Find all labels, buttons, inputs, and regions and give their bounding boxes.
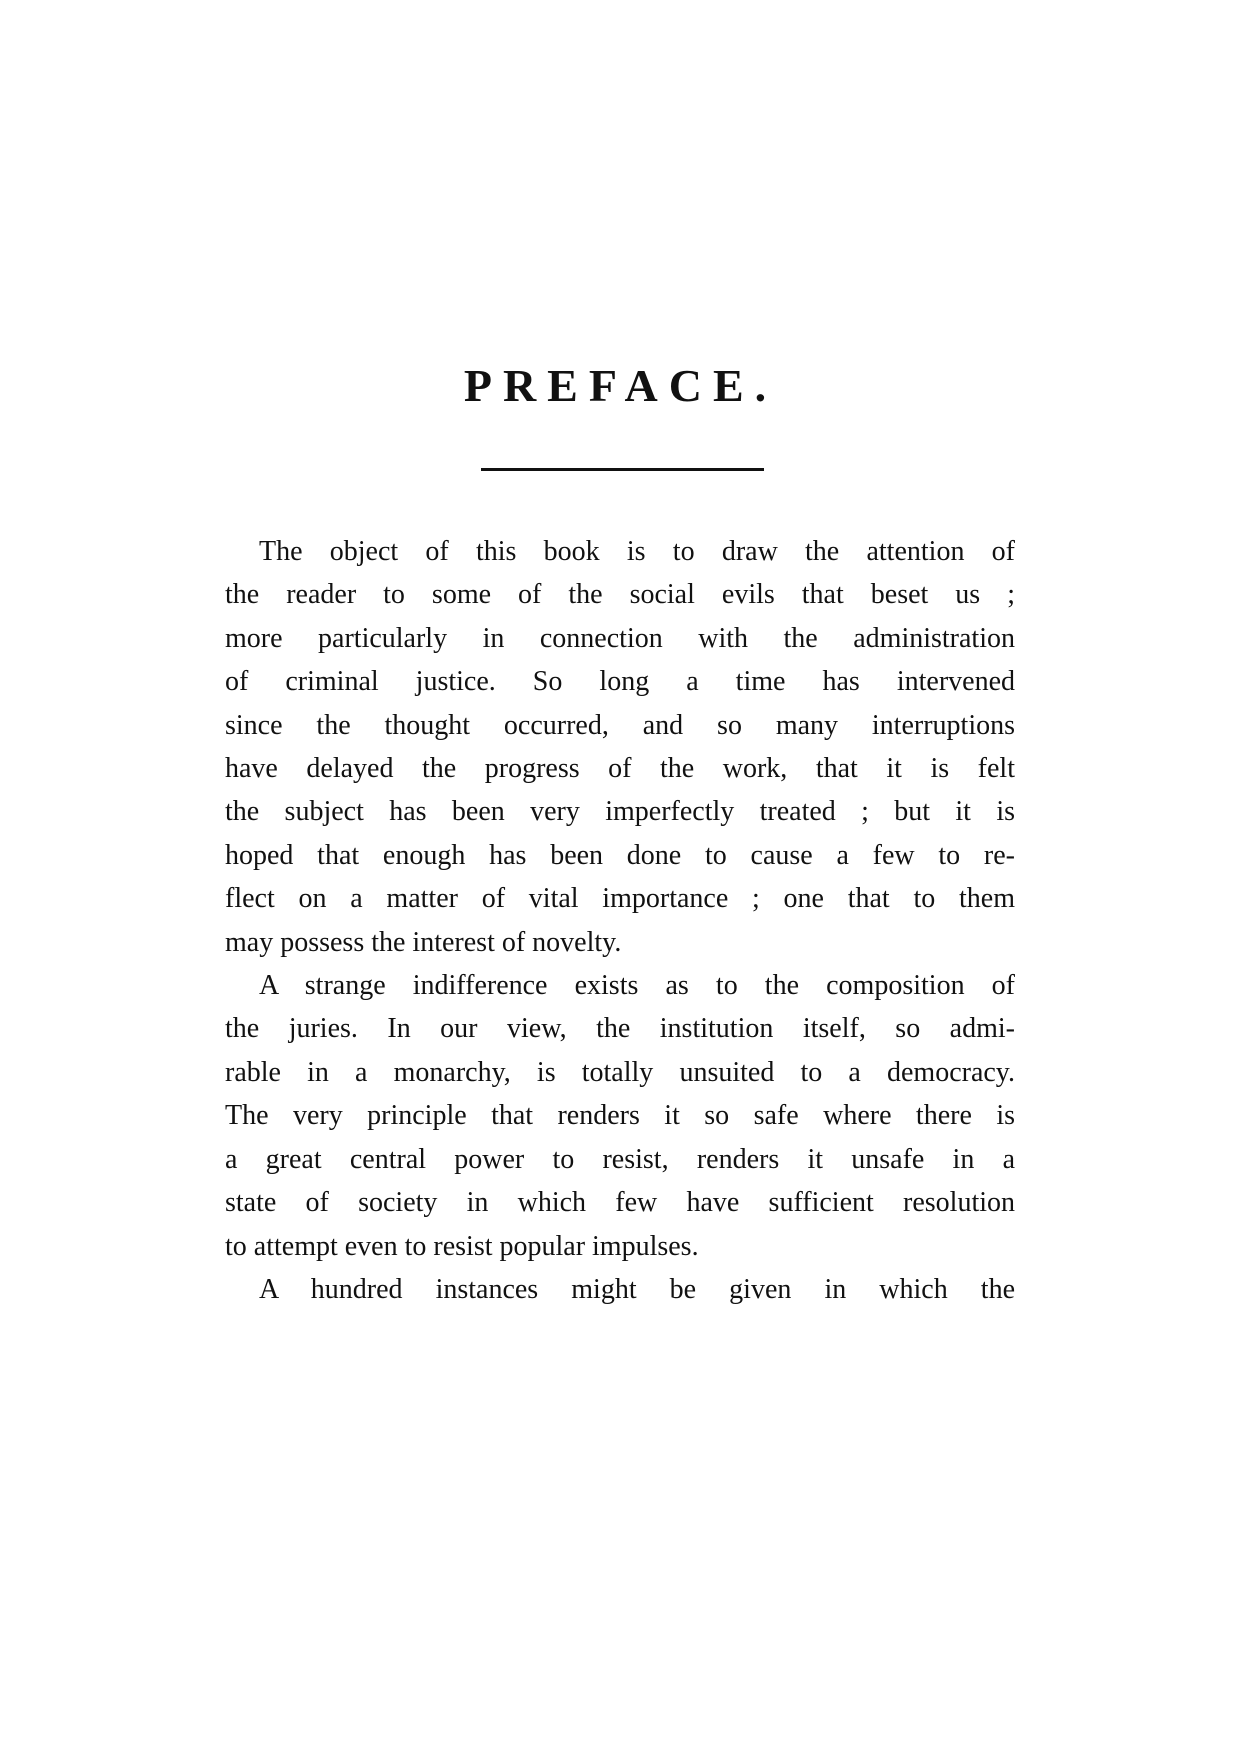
text-line: a great central power to resist, renders it unsafe in a xyxy=(225,1143,1015,1175)
text-line: to attempt even to resist popular impulses. xyxy=(225,1230,699,1262)
text-line: since the thought occurred, and so many interruptions xyxy=(225,709,1015,741)
text-line: hoped that enough has been done to cause a few to re- xyxy=(225,839,1015,871)
text-line: may possess the interest of novelty. xyxy=(225,926,622,958)
text-line: the juries. In our view, the institution itself, so admi- xyxy=(225,1013,1015,1045)
text-line: more particularly in connection with the administration xyxy=(225,622,1015,654)
text-line: the reader to some of the social evils that beset us ; xyxy=(225,579,1015,611)
text-line: The object of this book is to draw the attention of xyxy=(259,536,1015,567)
text-line: of criminal justice. So long a time has intervened xyxy=(225,666,1015,698)
text-line: A strange indifference exists as to the composition of xyxy=(259,970,1015,1002)
text-line: state of society in which few have sufficient resolution xyxy=(225,1187,1015,1219)
text-line: rable in a monarchy, is totally unsuited to a democracy. xyxy=(225,1056,1015,1088)
text-line: The very principle that renders it so safe where there is xyxy=(225,1100,1015,1132)
paragraph-3 xyxy=(225,1268,1015,1311)
text-line: A hundred instances might be given in which the xyxy=(259,1273,1015,1305)
paragraph-2 xyxy=(225,964,1015,1268)
paragraph-1 xyxy=(225,530,1015,964)
text-line: the subject has been very imperfectly treated ; but it is xyxy=(225,796,1015,828)
text-line: have delayed the progress of the work, that it is felt xyxy=(225,753,1015,785)
title-rule xyxy=(481,468,764,471)
text-line: flect on a matter of vital importance ; one that to them xyxy=(225,883,1015,915)
preface-text xyxy=(225,530,1015,1311)
page-title: PREFACE. xyxy=(463,360,778,411)
